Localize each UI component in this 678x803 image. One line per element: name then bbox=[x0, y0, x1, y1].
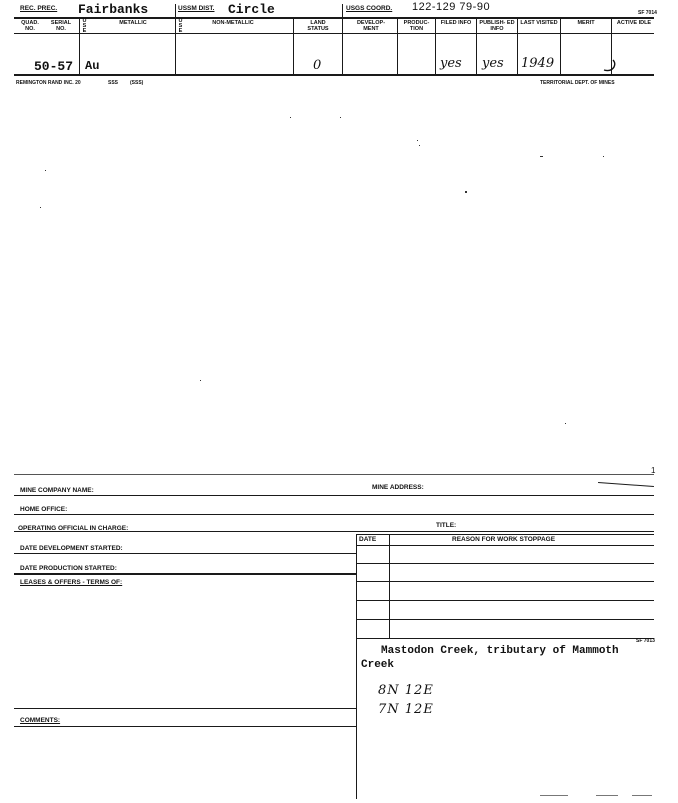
record-last-visited: 1949 bbox=[521, 56, 555, 71]
form-number-bottom: SF 7013 bbox=[636, 638, 655, 644]
record-serial: 50-57 bbox=[34, 59, 74, 74]
note-typed-line-1: Mastodon Creek, tributary of Mammoth bbox=[381, 645, 619, 657]
operating-official-label: OPERATING OFFICIAL IN CHARGE: bbox=[18, 525, 129, 532]
col-merit: MERIT bbox=[577, 20, 595, 26]
reason-col-header: REASON FOR WORK STOPPAGE bbox=[452, 536, 556, 543]
form-number-top: SF 7014 bbox=[638, 10, 657, 16]
usgs-coord-label: USGS COORD. bbox=[346, 5, 393, 12]
col-use-nonmetallic: U S E bbox=[178, 18, 183, 34]
note-hand-line-2: 7N 12E bbox=[378, 702, 434, 717]
col-production: PRODUC- TION bbox=[403, 20, 430, 32]
leases-offers-label: LEASES & OFFERS - TERMS OF: bbox=[20, 579, 123, 586]
col-land-status: LAND STATUS bbox=[307, 20, 329, 32]
check-mark-icon bbox=[602, 58, 622, 74]
col-serial-no: SERIAL NO. bbox=[50, 20, 72, 32]
record-metallic: Au bbox=[85, 59, 100, 73]
col-quad-no: QUAD. NO. bbox=[21, 20, 39, 32]
printer-code-2: (SSS) bbox=[130, 80, 144, 86]
col-filed-info: FILED INFO bbox=[440, 20, 472, 26]
note-hand-line-1: 8N 12E bbox=[378, 683, 434, 698]
col-last-visited: LAST VISITED bbox=[520, 20, 558, 26]
note-typed-line-2: Creek bbox=[361, 659, 395, 671]
title-label: TITLE: bbox=[436, 522, 457, 529]
comments-label: COMMENTS: bbox=[20, 717, 61, 724]
dept-name: TERRITORIAL DEPT. OF MINES bbox=[540, 80, 615, 86]
printer-code: SSS bbox=[108, 80, 119, 86]
col-active-idle: ACTIVE IDLE bbox=[616, 20, 652, 26]
col-development: DEVELOP- MENT bbox=[356, 20, 386, 32]
home-office-label: HOME OFFICE: bbox=[20, 506, 68, 513]
record-land-status: 0 bbox=[313, 58, 322, 73]
mine-address-label: MINE ADDRESS: bbox=[372, 484, 424, 491]
ussm-dist-value: Circle bbox=[228, 2, 275, 17]
date-col-header: DATE bbox=[359, 536, 377, 543]
rec-prec-label: REC. PREC. bbox=[20, 5, 58, 12]
mine-company-name-label: MINE COMPANY NAME: bbox=[20, 487, 94, 494]
date-dev-started-label: DATE DEVELOPMENT STARTED: bbox=[20, 545, 123, 552]
col-non-metallic: NON-METALLIC bbox=[212, 20, 254, 26]
col-published-info: PUBLISH- ED INFO bbox=[479, 20, 515, 32]
rec-prec-value: Fairbanks bbox=[78, 2, 149, 17]
col-metallic: METALLIC bbox=[119, 20, 147, 26]
record-filed-info: yes bbox=[440, 56, 462, 71]
record-published-info: yes bbox=[482, 56, 504, 71]
usgs-coord-value: 122-129 79-90 bbox=[412, 1, 491, 13]
ussm-dist-label: USSM DIST. bbox=[178, 5, 215, 12]
date-prod-started-label: DATE PRODUCTION STARTED: bbox=[20, 565, 117, 572]
printer-name: REMINGTON RAND INC. 20 bbox=[16, 80, 81, 86]
col-use-metallic: U S E bbox=[82, 18, 87, 34]
